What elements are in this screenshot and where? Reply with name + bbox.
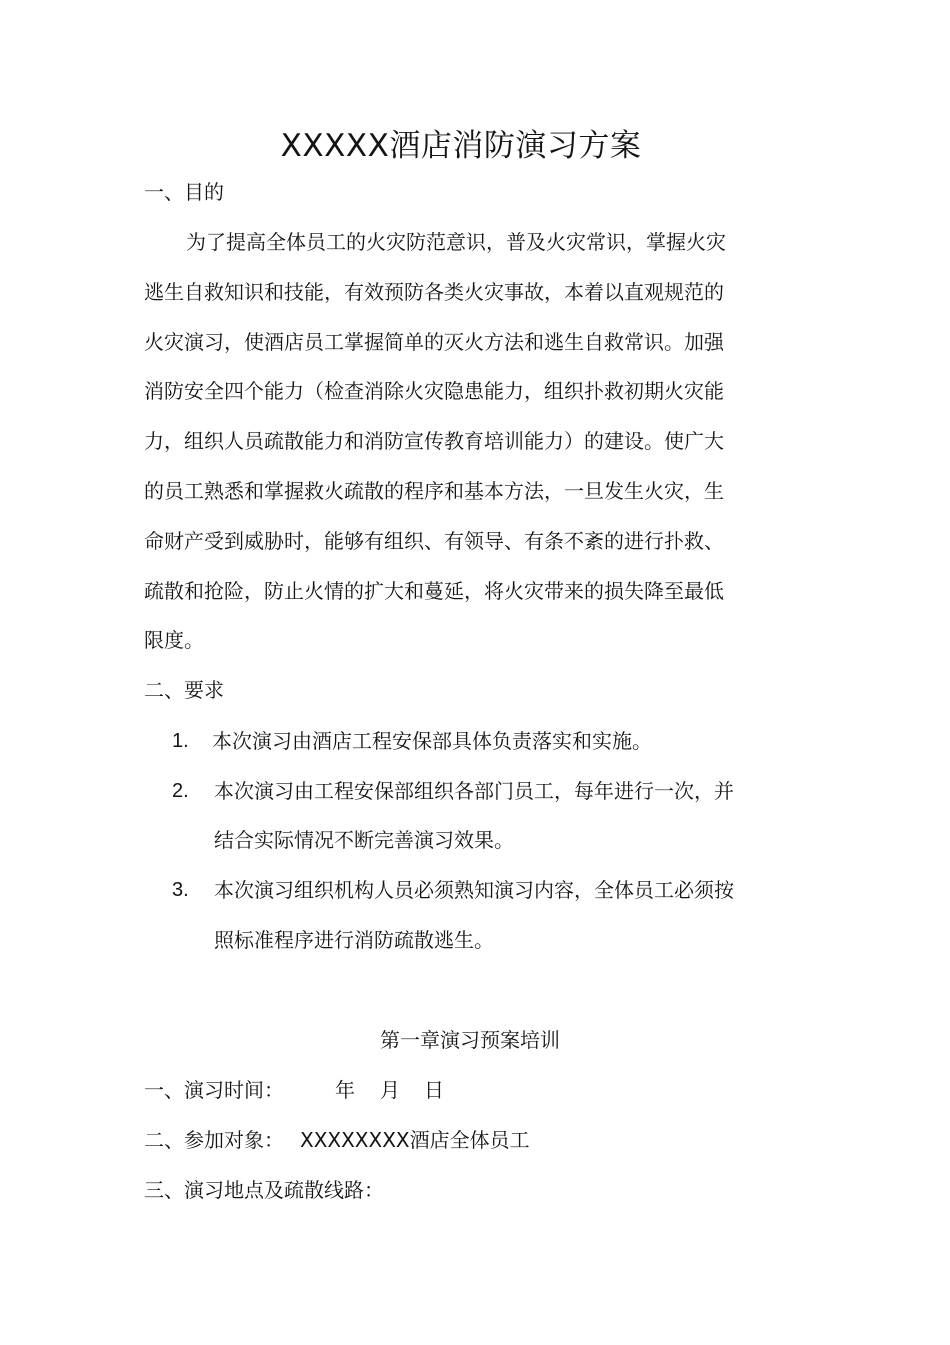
list-item-text: 本次演习由酒店工程安保部具体负责落实和实施。 — [212, 729, 652, 753]
drill-time-day: 日 — [424, 1078, 444, 1102]
drill-time-month: 月 — [380, 1078, 400, 1102]
purpose-paragraph-line: 火灾演习，使酒店员工掌握简单的灭火方法和逃生自救常识。加强 — [144, 330, 724, 354]
location-label: 三、演习地点及疏散线路： — [144, 1178, 384, 1202]
purpose-paragraph-line: 为了提高全体员工的火灾防范意识，普及火灾常识，掌握火灾 — [186, 230, 726, 254]
section-heading-purpose: 一、目的 — [144, 180, 224, 204]
drill-time-label: 一、演习时间： — [144, 1078, 284, 1102]
list-item-text: 本次演习由工程安保部组织各部门员工，每年进行一次，并 — [214, 779, 734, 803]
list-item-text: 本次演习组织机构人员必须熟知演习内容，全体员工必须按 — [214, 878, 734, 902]
list-item-number: 2. — [172, 780, 189, 802]
purpose-paragraph-line: 力，组织人员疏散能力和消防宣传教育培训能力）的建设。使广大 — [144, 429, 724, 453]
chapter-title: 第一章演习预案培训 — [380, 1028, 560, 1052]
purpose-paragraph-line: 的员工熟悉和掌握救火疏散的程序和基本方法，一旦发生火灾，生 — [144, 479, 724, 503]
drill-time-year: 年 — [335, 1078, 355, 1102]
list-item-number: 3. — [172, 879, 189, 901]
list-item-number: 1. — [172, 730, 189, 752]
purpose-paragraph-line: 逃生自救知识和技能，有效预防各类火灾事故，本着以直观规范的 — [144, 280, 724, 304]
purpose-paragraph-line: 命财产受到威胁时，能够有组织、有领导、有条不紊的进行扑救、 — [144, 529, 724, 553]
participants-label: 二、参加对象： — [144, 1128, 284, 1152]
participants-value: XXXXXXXX酒店全体员工 — [300, 1128, 530, 1152]
purpose-paragraph-line: 限度。 — [144, 628, 204, 652]
purpose-paragraph-line: 疏散和抢险，防止火情的扩大和蔓延，将火灾带来的损失降至最低 — [144, 579, 724, 603]
list-item-text: 结合实际情况不断完善演习效果。 — [214, 828, 514, 852]
purpose-paragraph-line: 消防安全四个能力（检查消除火灾隐患能力，组织扑救初期火灾能 — [144, 379, 724, 403]
section-heading-requirements: 二、要求 — [144, 678, 224, 702]
list-item-text: 照标准程序进行消防疏散逃生。 — [214, 928, 494, 952]
document-title: XXXXX酒店消防演习方案 — [280, 128, 642, 164]
